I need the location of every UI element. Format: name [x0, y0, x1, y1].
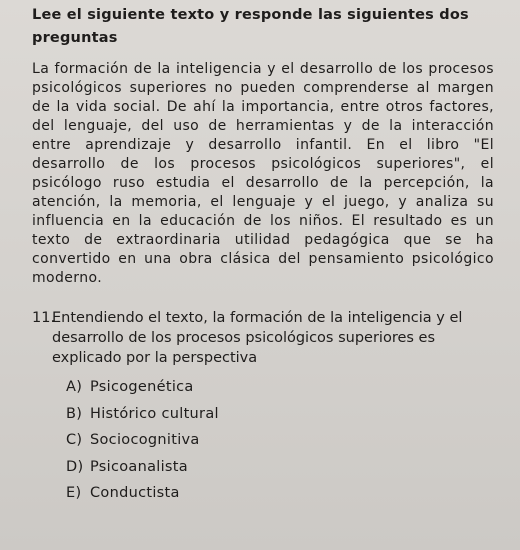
option-letter: C) — [66, 432, 83, 448]
option-text: Psicoanalista — [90, 458, 188, 475]
option-b[interactable] — [66, 401, 492, 428]
option-letter: D) — [66, 458, 84, 475]
option-c[interactable] — [66, 427, 492, 454]
answer-options — [66, 374, 492, 507]
question-number: 11. — [32, 310, 56, 326]
reading-passage: La formación de la inteligencia y el desarrollo de los procesos psicológicos superiores no pueden comprenderse al margen de la vida social. De ahí la importancia, entre otros factores, del lenguaje, del uso de herramientas y de la interacción entre aprendizaje y desarrollo infantil. En el libro "El desarrollo de los procesos psicológicos superiores", el psicólogo ruso estudia el desarrollo de la percepción, la atención, la memoria, el lenguaje y el juego, y analiza su influencia en la educación de los niños. El resultado es un texto de extraordinaria utilidad pedagógica que se ha convertido en una obra clásica del pensamiento psicológico moderno. — [32, 61, 494, 286]
option-letter: B) — [66, 405, 83, 422]
option-text: Histórico cultural — [90, 405, 219, 422]
option-d[interactable] — [66, 454, 492, 481]
option-a[interactable] — [66, 374, 492, 401]
option-text: Psicogenética — [90, 379, 194, 395]
option-text: Sociocognitiva — [90, 432, 200, 448]
question-text: Entendiendo el texto, la formación de la inteligencia y el desarrollo de los procesos psicológicos superiores es explicado por la perspectiva — [52, 310, 463, 366]
option-letter: E) — [66, 485, 82, 501]
option-letter: A) — [66, 379, 83, 395]
option-e[interactable] — [66, 480, 492, 507]
instructions-heading: Lee el siguiente texto y responde las siguientes dos preguntas — [32, 7, 469, 46]
question-11 — [32, 308, 494, 507]
option-text: Conductista — [90, 485, 180, 501]
